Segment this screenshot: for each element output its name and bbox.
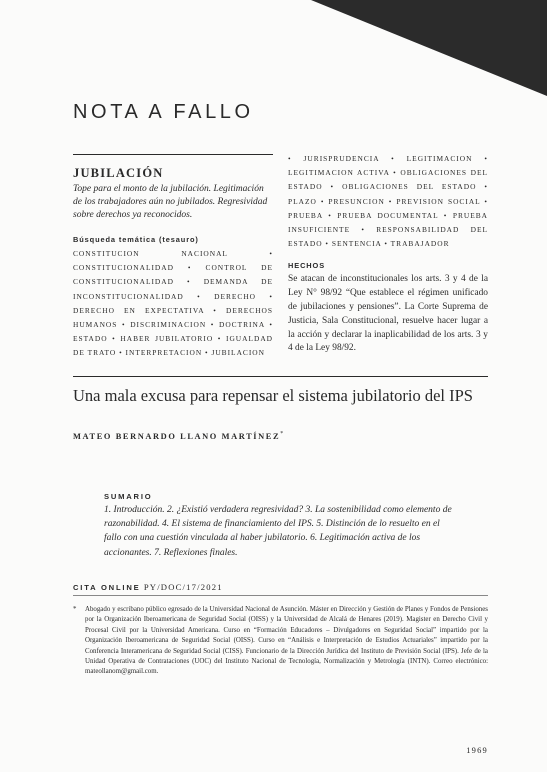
cita-label: CITA ONLINE [73, 583, 141, 592]
footnote [73, 605, 488, 678]
footnote-mark: * [73, 606, 77, 613]
keywords-left: CONSTITUCION NACIONAL • CONSTITUCIONALIDAD • CONTROL DE CONSTITUCIONALIDAD • DEMANDA DE INCONSTITUCIONALIDAD • DERECHO • DERECHO EN EXPECTATIVA • DERECHOS HUMANOS • DISCRIMINACION • DOCTRINA • ESTADO • HABER JUBILATORIO • IGUALDAD DE TRATO • INTERPRETACION • JUBILACION [73, 249, 273, 358]
author-line [73, 431, 285, 441]
author-name: MATEO BERNARDO LLANO MARTÍNEZ [73, 431, 281, 441]
footnote-text: Abogado y escribano público egresado de la Universidad Nacional de Asunción. Máster en Dirección y Gestión de Planes y Fondos de Pensiones por la Organización Iberoamericana de Seguridad Social (OISS) y la Universidad de Alcalá de Henares (2019). Magister en Derecho Civil y Procesal Civil por la Universidad Americana. Curso en “Formación Educadores – Divulgadores en Seguridad Social” impartido por la Organización Iberoamericana de Seguridad Social (OISS). Curso en “Análisis e Interpretación de Estudios Actuariales” impartido por la Conferencia Interamericana de Seguridad Social (CISS). Funcionario de la Dirección Jurídica del Instituto de Previsión Social (IPS). Jefe de la Unidad Operativa de Contrataciones (UOC) del Instituto Nacional de Tecnología, Normalización y Metrología (INTN). Correo electrónico: mateollanom@gmail.com. [85, 606, 488, 676]
section-title: NOTA A FALLO [73, 101, 254, 123]
page-number: 1969 [466, 745, 488, 755]
cita-value: PY/DOC/17/2021 [143, 582, 223, 592]
left-column [73, 166, 273, 361]
author-footnote-mark[interactable]: * [280, 431, 285, 437]
cita-online [73, 582, 223, 592]
sumario-label: SUMARIO [104, 492, 153, 501]
topic-subtitle: Tope para el monto de la jubilación. Legitimación de los trabajadores aún no jubilados. Regresividad sobre derechos ya reconocidos. [73, 184, 268, 220]
keywords-right: • JURISPRUDENCIA • LEGITIMACION • LEGITIMACION ACTIVA • OBLIGACIONES DEL ESTADO • OBLIGACIONES DEL ESTADO • PLAZO • PRESUNCION • PREVISION SOCIAL • PRUEBA • PRUEBA DOCUMENTAL • PRUEBA INSUFICIENTE • RESPONSABILIDAD DEL ESTADO • SENTENCIA • TRABAJADOR [288, 154, 488, 249]
hechos-label: HECHOS [288, 261, 326, 271]
busqueda-label: Búsqueda temática (tesauro) [73, 235, 199, 244]
hechos-text: Se atacan de inconstitucionales los arts. 3 y 4 de la Ley N° 98/92 “Que establece el régimen unificado de jubilaciones y pensiones”. La Corte Suprema de Justicia, Sala Constitucional, resuelve hacer lugar a la acción y declarar la inaplicabilidad de los arts. 3 y 4 de la Ley 98/92. [288, 274, 488, 354]
topic-title: JUBILACIÓN [73, 166, 164, 180]
sumario-text: 1. Introducción. 2. ¿Existió verdadera regresividad? 3. La sostenibilidad como elemento de razonabilidad. 4. El sistema de financiamiento del IPS. 5. Distinción de lo resuelto en el fallo con una cuestión vinculada al haber jubilatorio. 6. Legitimación activa de los accionantes. 7. Reflexiones finales. [104, 505, 452, 558]
corner-decoration [311, 0, 547, 96]
right-column [288, 152, 488, 356]
middle-rule [73, 376, 488, 377]
article-title: Una mala excusa para repensar el sistema jubilatorio del IPS [73, 386, 473, 405]
top-rule [73, 154, 273, 155]
cita-rule [73, 595, 488, 596]
